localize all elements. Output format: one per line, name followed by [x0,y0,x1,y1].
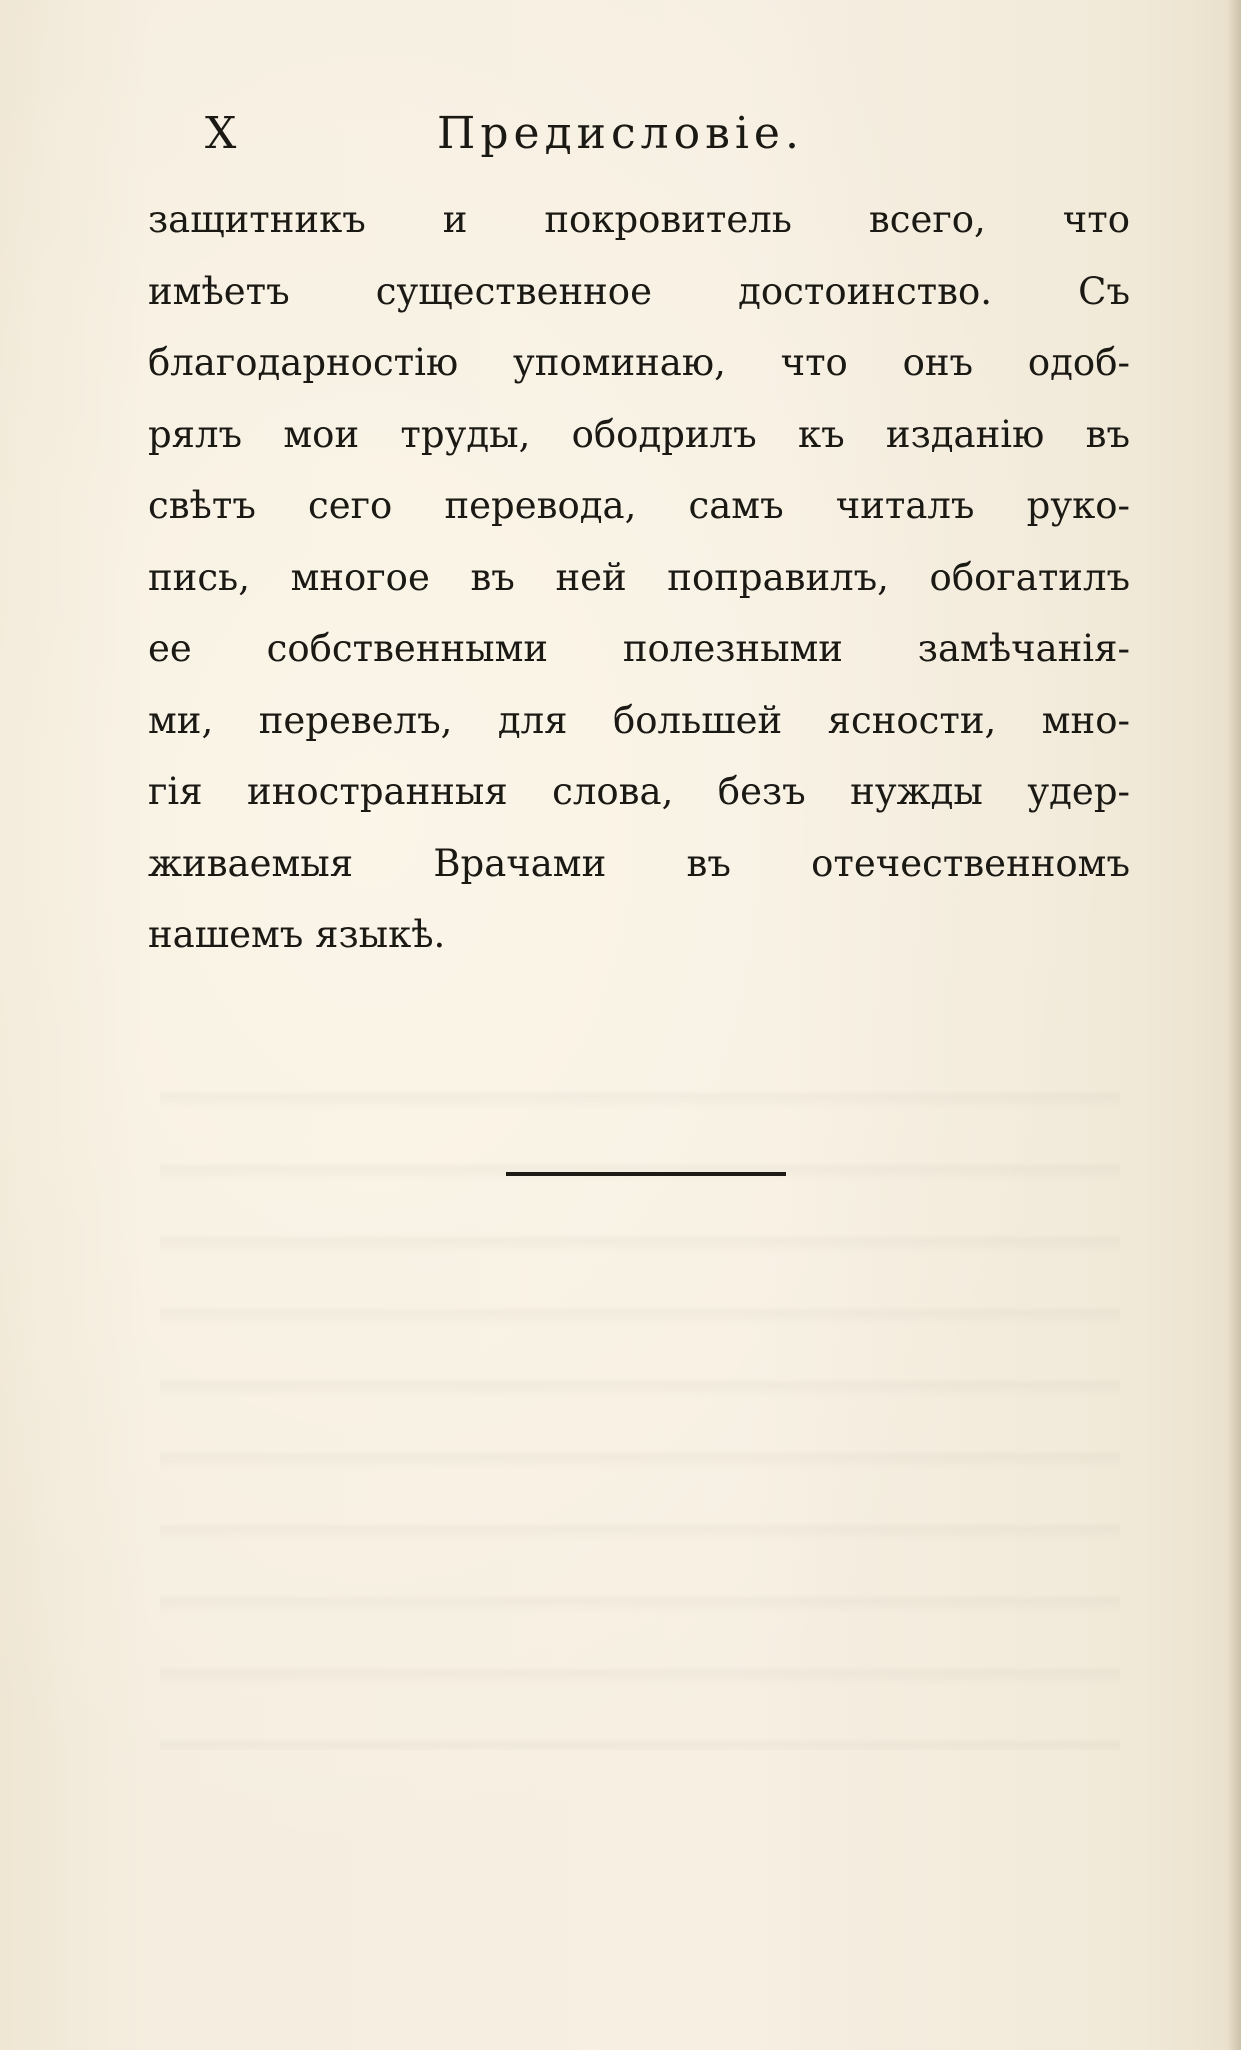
text-line: имѣетъ существенное достоинство. Съ [148,269,1130,313]
text-line: ее собственными полезными замѣчанiя- [148,627,1130,670]
page-header [205,104,855,174]
text-line-last: нашемъ языкѣ. [148,913,446,956]
section-divider-rule [506,1172,786,1176]
text-line: защитникъ и покровитель всего, что [148,198,1130,241]
body-text [148,184,1130,971]
page-number: X [205,108,237,159]
show-through-texture [160,1050,1120,1750]
text-line: благодарностiю упоминаю, что онъ одоб- [148,341,1130,384]
text-line: рялъ мои труды, ободрилъ къ изданiю въ [148,412,1130,456]
text-line: свѣтъ сего перевода, самъ читалъ руко- [148,484,1130,527]
text-line: пись, многое въ ней поправилъ, обогатилъ [148,555,1130,599]
page-edge-shadow [1227,0,1241,2050]
text-line: ми, перевелъ, для большей ясности, мно- [148,698,1130,742]
text-line: живаемыя Врачами въ отечественномъ [148,841,1130,885]
running-title: Предисловiе. [437,108,804,159]
text-line: гiя иностранныя слова, безъ нужды удер- [148,770,1130,813]
